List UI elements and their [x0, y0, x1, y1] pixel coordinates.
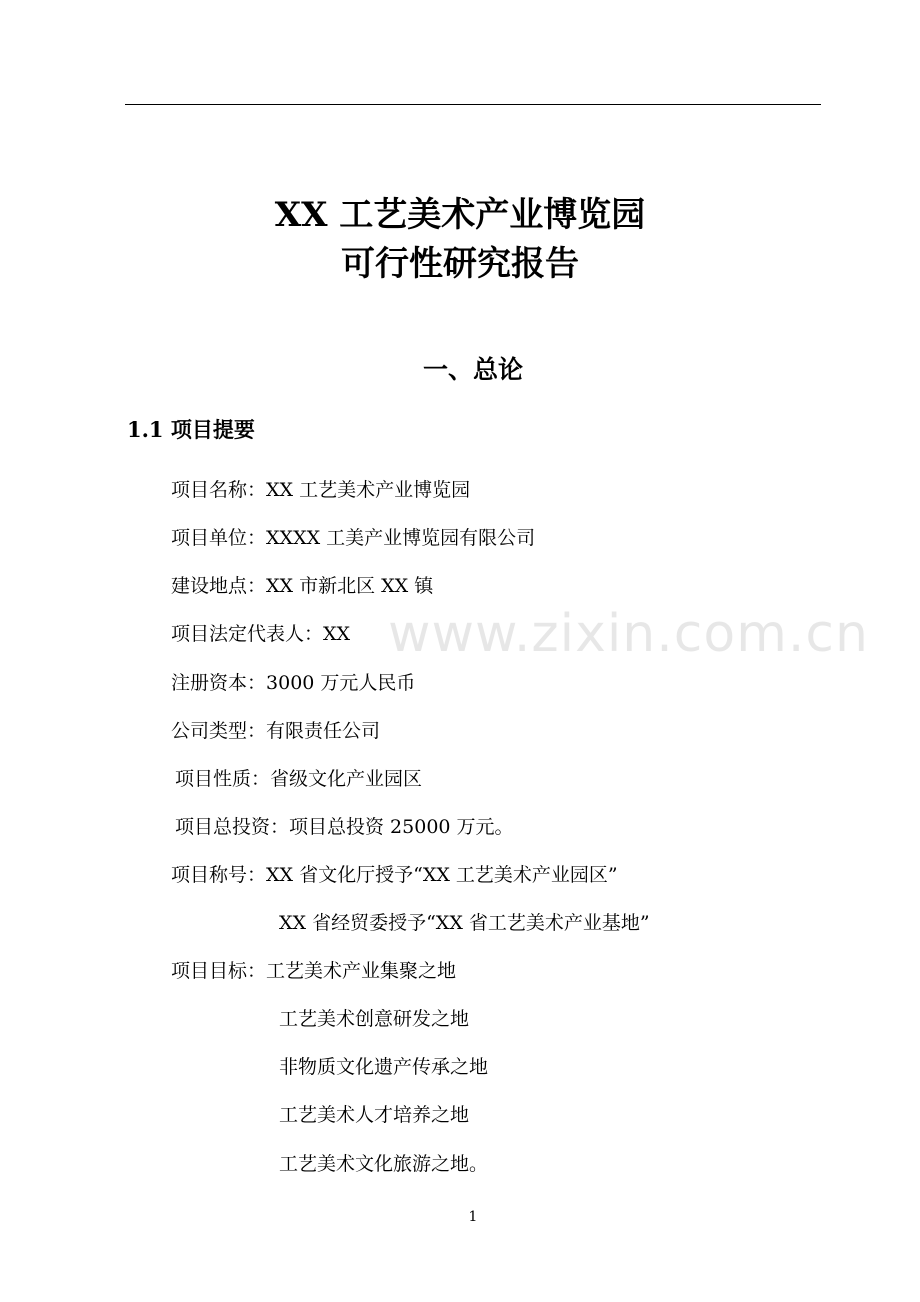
field-project-title-continuation: XX 省经贸委授予“XX 省工艺美术产业基地”	[279, 912, 650, 934]
field-project-name	[171, 477, 470, 503]
field-value: XX	[323, 623, 351, 645]
field-value: 省级文化产业园区	[270, 768, 423, 790]
field-value: 3000 万元人民币	[266, 672, 416, 694]
field-project-nature	[175, 766, 422, 792]
field-project-unit	[171, 525, 535, 551]
field-label: 项目性质：	[175, 768, 271, 790]
field-value: 有限责任公司	[266, 720, 381, 742]
field-label: 项目单位：	[171, 527, 267, 549]
field-construction-site	[171, 573, 433, 599]
header-rule	[125, 104, 821, 105]
field-value: XX 工艺美术产业博览园	[266, 479, 471, 501]
document-title-line1: XX 工艺美术产业博览园	[274, 195, 646, 235]
section-heading: 1.1 项目提要	[127, 417, 255, 442]
field-label: 项目总投资：	[175, 816, 290, 838]
field-label: 项目名称：	[171, 479, 267, 501]
field-total-investment	[175, 814, 514, 840]
goal-item: 工艺美术人才培养之地	[279, 1104, 470, 1126]
watermark: www.zixin.com.cn	[388, 604, 869, 664]
field-company-type	[171, 718, 380, 744]
field-label: 项目目标：	[171, 960, 267, 982]
field-label: 项目法定代表人：	[171, 623, 324, 645]
field-value: XXXX 工美产业博览园有限公司	[266, 527, 536, 549]
field-project-title	[171, 862, 618, 888]
field-legal-representative	[171, 621, 350, 647]
field-project-goals	[171, 958, 456, 984]
field-value: XX 市新北区 XX 镇	[266, 575, 434, 597]
chapter-heading: 一、总论	[422, 355, 523, 384]
goal-item: 工艺美术产业集聚之地	[266, 960, 457, 982]
field-label: 项目称号：	[171, 864, 267, 886]
page-number: 1	[468, 1209, 478, 1225]
goal-item: 工艺美术文化旅游之地。	[279, 1153, 489, 1175]
field-label: 公司类型：	[171, 720, 267, 742]
document-title-line2: 可行性研究报告	[341, 244, 579, 284]
field-value: XX 省文化厅授予“XX 工艺美术产业园区”	[266, 864, 618, 886]
goal-item: 非物质文化遗产传承之地	[279, 1056, 489, 1078]
field-label: 注册资本：	[171, 672, 267, 694]
field-label: 建设地点：	[171, 575, 267, 597]
field-registered-capital	[171, 670, 415, 696]
field-value: 项目总投资 25000 万元。	[289, 816, 514, 838]
goal-item: 工艺美术创意研发之地	[279, 1008, 470, 1030]
